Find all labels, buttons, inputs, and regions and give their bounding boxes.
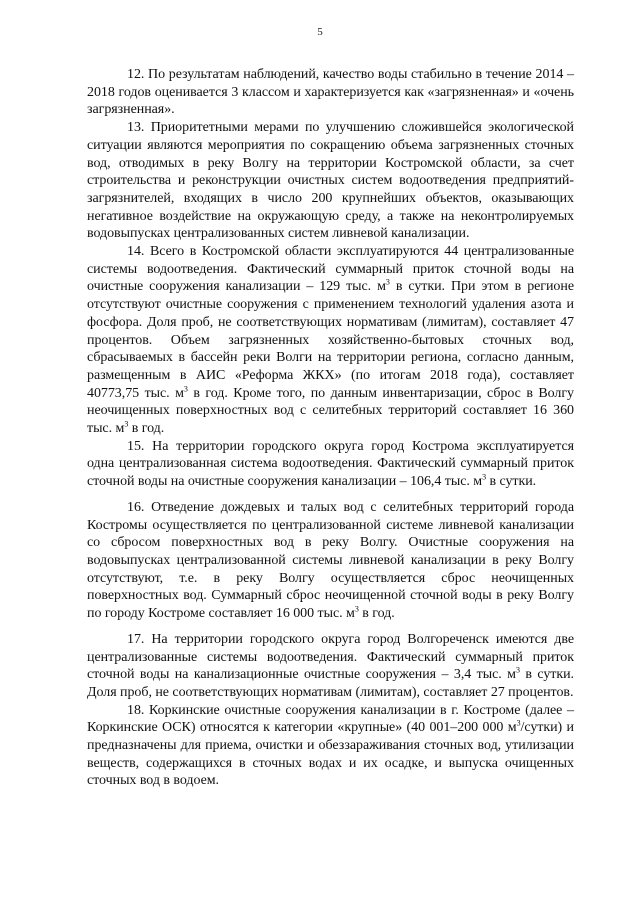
paragraph-18: 18. Коркинские очистные сооружения канализации в г. Костроме (далее – Коркинские ОСК) относятся к категории «крупные» (40 001–200 000 $м^3/сутки$) и предназначены для приема, очистки и обеззараживания сточных вод, утилизации веществ, содержащихся в сточных водах и их осадке, и выпуска очищенных сточных вод в водоем. (87, 702, 574, 789)
paragraph-14: 14. Всего в Костромской области эксплуатируются 44 централизованные системы водоотведения. Фактический суммарный приток сточной воды на очистные сооружения канализации – 129 тыс. $м^3$ в сутки. При этом в регионе отсутствуют очистные сооружения с применением технологий удаления азота и фосфора. Доля проб, не соответствующих нормативам (лимитам), составляет 47 процентов. Объем загрязненных хозяйственно-бытовых сточных вод, сбрасываемых в бассейн реки Волги на территории региона, согласно данным, размещенным в АИС «Реформа ЖКХ» (по итогам 2018 года), составляет 40773,75 тыс. $м^3$ в год. Кроме того, по данным инвентаризации, сброс в Волгу неочищенных поверхностных вод с селитебных территорий составляет 16 360 тыс. $м^3$ в год. (87, 244, 574, 437)
paragraph-17: 17. На территории городского округа город Волгореченск имеются две централизованные системы водоотведения. Фактический суммарный приток сточной воды на канализационные очистные сооружения – 3,4 тыс. $м^3$ в сутки. Доля проб, не соответствующих нормативам (лимитам), составляет 27 процентов. (87, 631, 574, 700)
paragraph-13: 13. Приоритетными мерами по улучшению сложившейся экологической ситуации являются мероприятия по сокращению объема загрязненных сточных вод, отводимых в реку Волгу на территории Костромской области, за счет строительства и реконструкции очистных систем водоотведения предприятий-загрязнителей, входящих в число 200 крупнейших объектов, оказывающих негативное воздействие на окружающую среду, а также на неконтролируемых водовыпусках централизованных систем ливневой канализации. (87, 120, 574, 242)
document-body (87, 66, 574, 790)
page-number: 5 (317, 26, 323, 38)
paragraph-16: 16. Отведение дождевых и талых вод с селитебных территорий города Костромы осуществляется по централизованной системе ливневой канализации со сбросом поверхностных вод в реку Волгу. Очистные сооружения на водовыпусках централизованной системы ливневой канализации в реку Волгу отсутствуют, т.е. в реку Волгу осуществляется сброс неочищенных поверхностных вод. Суммарный сброс неочищенной сточной воды в реку Волгу по городу Костроме составляет 16 000 тыс. $м^3$ в год. (87, 499, 574, 622)
paragraph-12: 12. По результатам наблюдений, качество воды стабильно в течение 2014 – 2018 годов оценивается 3 классом и характеризуется как «загрязненная» и «очень загрязненная». (87, 67, 574, 118)
paragraph-15: 15. На территории городского округа город Кострома эксплуатируется одна централизованная система водоотведения. Фактический суммарный приток сточной воды на очистные сооружения канализации – 106,4 тыс. $м^3$ в сутки. (87, 438, 574, 490)
